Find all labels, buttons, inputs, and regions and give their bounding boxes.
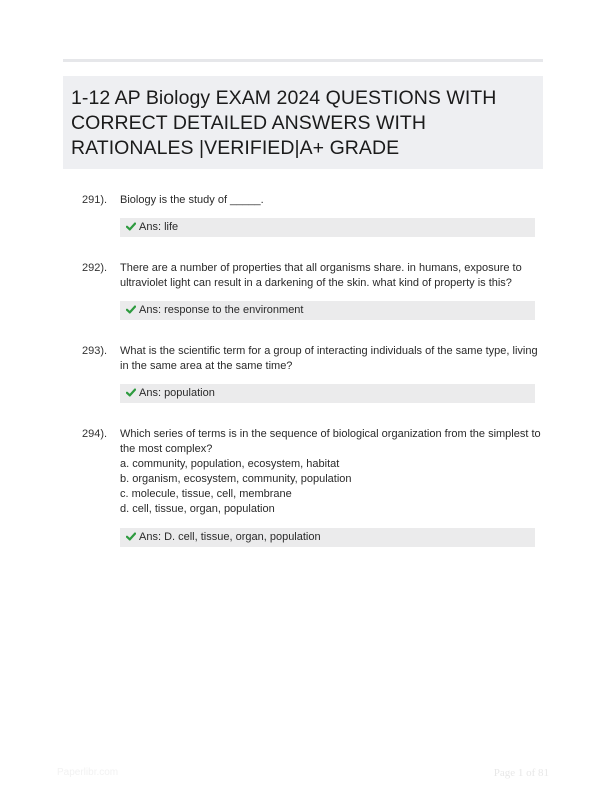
- answer-text: Ans: life: [139, 221, 179, 233]
- answer-box: [120, 218, 535, 237]
- answer-box: [120, 301, 535, 320]
- answer-box: [120, 384, 535, 403]
- question-number: 294).: [82, 428, 108, 440]
- option-a: a. community, population, ecosystem, habitat: [120, 458, 340, 470]
- title-banner: [63, 76, 543, 169]
- question-line: the most complex?: [120, 443, 213, 455]
- title-line: CORRECT DETAILED ANSWERS WITH: [71, 112, 427, 134]
- question-text: [120, 261, 538, 291]
- question-line: Biology is the study of _____.: [120, 194, 264, 206]
- question-number: 291).: [82, 194, 108, 206]
- question-line: Which series of terms is in the sequence of biological organization from the simplest to: [120, 428, 541, 440]
- title-line: RATIONALES |VERIFIED|A+ GRADE: [71, 137, 400, 159]
- page-number: Page 1 of 81: [493, 767, 549, 779]
- answer-text: Ans: response to the environment: [139, 304, 304, 316]
- question-line: in the same area at the same time?: [120, 360, 293, 372]
- question-line: There are a number of properties that all organisms share. in humans, exposure to: [120, 262, 522, 274]
- option-b: b. organism, ecosystem, community, population: [120, 473, 352, 485]
- question-number: 293).: [82, 345, 108, 357]
- question-line: What is the scientific term for a group of interacting individuals of the same type, living: [120, 345, 538, 357]
- answer-text: Ans: population: [139, 387, 215, 399]
- option-d: d. cell, tissue, organ, population: [120, 503, 275, 515]
- option-c: c. molecule, tissue, cell, membrane: [120, 488, 292, 500]
- title-line: 1-12 AP Biology EXAM 2024 QUESTIONS WITH: [71, 87, 497, 109]
- answer-text: Ans: D. cell, tissue, organ, population: [139, 531, 321, 543]
- question-text: [120, 344, 538, 374]
- check-icon: [126, 532, 136, 541]
- check-icon: [126, 222, 136, 231]
- question-line: ultraviolet light can result in a darkening of the skin. what kind of property is this?: [120, 277, 512, 289]
- footer-watermark: Paperlibr.com: [57, 767, 119, 778]
- document-title: [71, 86, 533, 161]
- question-number: 292).: [82, 262, 108, 274]
- check-icon: [126, 305, 136, 314]
- check-icon: [126, 388, 136, 397]
- question-text: [120, 427, 541, 517]
- answer-box: [120, 528, 535, 547]
- top-divider: [63, 59, 543, 62]
- question-text: [120, 193, 538, 208]
